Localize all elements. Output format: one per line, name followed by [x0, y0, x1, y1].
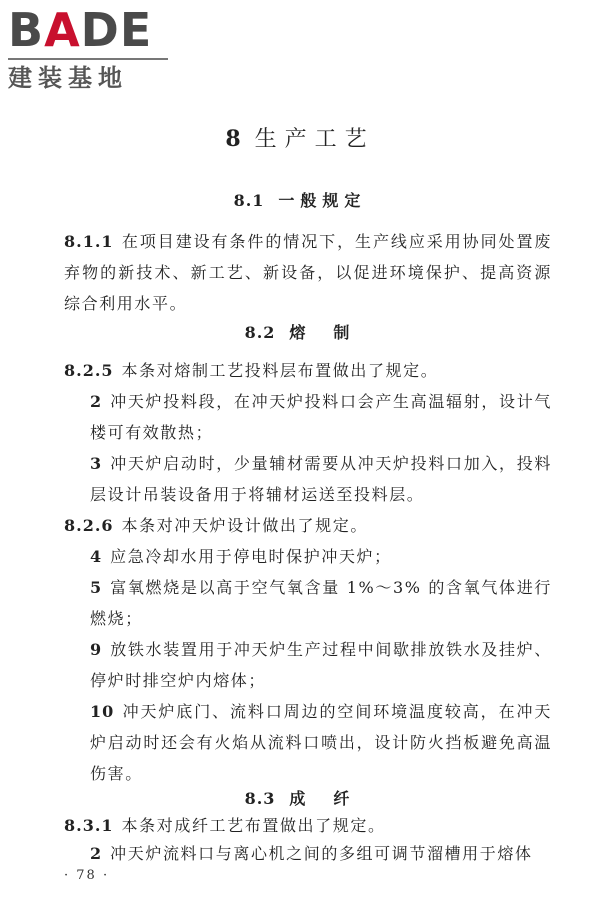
- section-heading-8-2: 8.2 熔 制: [244, 323, 356, 342]
- clause-8-2-6: 8.2.6 本条对冲天炉设计做出了规定。: [64, 516, 368, 535]
- clause-8-2-6-item-9: 9 放铁水装置用于冲天炉生产过程中间歇排放铁水及挂炉、停炉时排空炉内熔体；: [90, 640, 552, 690]
- bade-logo: [8, 4, 178, 93]
- page-number: · 78 ·: [64, 868, 110, 883]
- logo-wordmark: BADE: [8, 3, 153, 57]
- clause-8-3-1-item-2: 2 冲天炉流料口与离心机之间的多组可调节溜槽用于熔体: [90, 844, 533, 863]
- clause-8-2-5: 8.2.5 本条对熔制工艺投料层布置做出了规定。: [64, 361, 439, 380]
- chapter-number: 8: [225, 126, 241, 152]
- clause-8-1-1: 8.1.1 在项目建设有条件的情况下，生产线应采用协同处置废弃物的新技术、新工艺、新设备，以促进环境保护、提高资源综合利用水平。: [64, 232, 552, 313]
- logo-subtitle: 建装基地: [8, 64, 128, 92]
- chapter-title: 生产工艺: [254, 127, 375, 152]
- clause-8-3-1: 8.3.1 本条对成纤工艺布置做出了规定。: [64, 816, 386, 835]
- section-heading-8-3: 8.3 成 纤: [244, 789, 356, 808]
- clause-8-2-5-item-2: 2 冲天炉投料段，在冲天炉投料口会产生高温辐射，设计气楼可有效散热；: [90, 392, 552, 442]
- clause-8-2-5-item-3: 3 冲天炉启动时，少量辅材需要从冲天炉投料口加入，投料层设计吊装设备用于将辅材运送至投料层。: [90, 454, 552, 504]
- section-heading-8-1: 8.1 一般规定: [233, 191, 367, 210]
- clause-8-2-6-item-10: 10 冲天炉底门、流料口周边的空间环境温度较高，在冲天炉启动时还会有火焰从流料口喷出，设计防火挡板避免高温伤害。: [90, 702, 552, 783]
- chapter-heading: [0, 122, 600, 153]
- logo-divider: [8, 58, 168, 60]
- clause-8-2-6-item-4: 4 应急冷却水用于停电时保护冲天炉；: [90, 547, 392, 566]
- clause-8-2-6-item-5: 5 富氧燃烧是以高于空气氧含量 1%～3% 的含氧气体进行燃烧；: [90, 578, 552, 628]
